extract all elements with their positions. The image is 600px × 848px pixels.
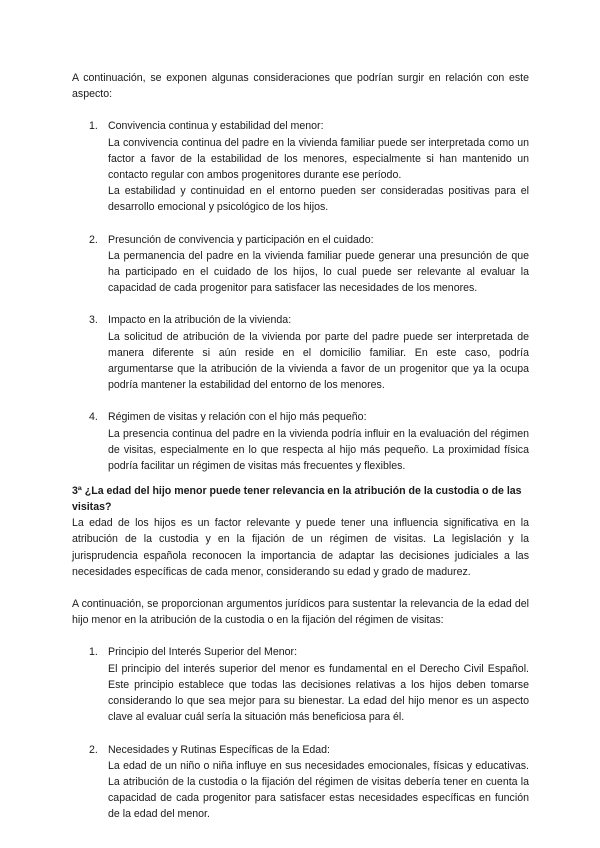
list-item xyxy=(89,312,529,393)
body-paragraph: A continuación, se proporcionan argumentos jurídicos para sustentar la relevancia de la edad del hijo menor en la atribución de la custodia o en la fijación del régimen de visitas: xyxy=(72,598,529,627)
list-item-text: La convivencia continua del padre en la vivienda familiar puede ser interpretada como un factor a favor de la estabilidad de los menores, especialmente si han mantenido un contacto regular con ambos progenitores durante ese período. xyxy=(108,136,529,182)
section-heading: 3ª ¿La edad del hijo menor puede tener relevancia en la atribución de la custodia o de las visitas? xyxy=(72,485,522,513)
list-item-text: El principio del interés superior del menor es fundamental en el Derecho Civil Español. Este principio establece que todas las decisiones relativas a los hijos deben tomarse considerando lo que sea mejor para su bienestar. La edad del hijo menor es un aspecto clave al evaluar cuál sería la situación más beneficiosa para él. xyxy=(108,662,529,724)
list-item-text: La presencia continua del padre en la vivienda podría influir en la evaluación del régimen de visitas, especialmente en lo que respecta al hijo más pequeño. La proximidad física podría facilitar un régimen de visitas más frecuentes y flexibles. xyxy=(108,427,529,473)
considerations-list xyxy=(72,118,529,474)
list-item-title: Presunción de convivencia y participación en el cuidado: xyxy=(108,233,374,246)
list-item-title: Impacto en la atribución de la vivienda: xyxy=(108,314,292,327)
list-item xyxy=(89,409,529,474)
list-item-title: Necesidades y Rutinas Específicas de la Edad: xyxy=(108,743,331,756)
list-number: 1. xyxy=(89,120,98,133)
list-item xyxy=(89,644,529,725)
list-number: 2. xyxy=(89,233,98,246)
list-number: 1. xyxy=(89,646,98,659)
list-item-text: La edad de un niño o niña influye en sus necesidades emocionales, físicas y educativas. La atribución de la custodia o la fijación del régimen de visitas debería tener en cuenta la capacidad de cada progenitor para satisfacer estas necesidades específicas en función de la edad del menor. xyxy=(108,759,529,821)
list-item-title: Convivencia continua y estabilidad del menor: xyxy=(108,120,324,133)
list-item-title: Régimen de visitas y relación con el hijo más pequeño: xyxy=(108,411,367,424)
arguments-list xyxy=(72,644,529,822)
list-item-text: La estabilidad y continuidad en el entorno pueden ser consideradas positivas para el desarrollo emocional y psicológico de los hijos. xyxy=(108,185,529,214)
intro-paragraph: A continuación, se exponen algunas consideraciones que podrían surgir en relación con este aspecto: xyxy=(72,72,529,101)
list-number: 3. xyxy=(89,314,98,327)
list-item xyxy=(89,742,529,823)
list-item xyxy=(89,118,529,215)
list-item-title: Principio del Interés Superior del Menor: xyxy=(108,646,298,659)
body-paragraph: La edad de los hijos es un factor relevante y puede tener una influencia significativa en la atribución de la custodia y en la fijación de un régimen de visitas. La legislación y la jurisprudencia española reconocen la importancia de adaptar las decisiones judiciales a las necesidades específicas de cada menor, considerando su edad y grado de madurez. xyxy=(72,517,529,578)
list-number: 2. xyxy=(89,743,98,756)
list-item-text: La solicitud de atribución de la vivienda por parte del padre puede ser interpretada de manera diferente si aún reside en el domicilio familiar. En este caso, podría argumentarse que la atribución de la vivienda a favor de un progenitor que ya la ocupa podría mantener la estabilidad del entorno de los menores. xyxy=(108,330,529,392)
list-item-text: La permanencia del padre en la vivienda familiar puede generar una presunción de que ha participado en el cuidado de los hijos, lo cual puede ser relevante al evaluar la capacidad de cada progenitor para satisfacer las necesidades de los menores. xyxy=(108,249,529,295)
document-page xyxy=(72,70,529,839)
list-number: 4. xyxy=(89,411,98,424)
list-item xyxy=(89,232,529,297)
